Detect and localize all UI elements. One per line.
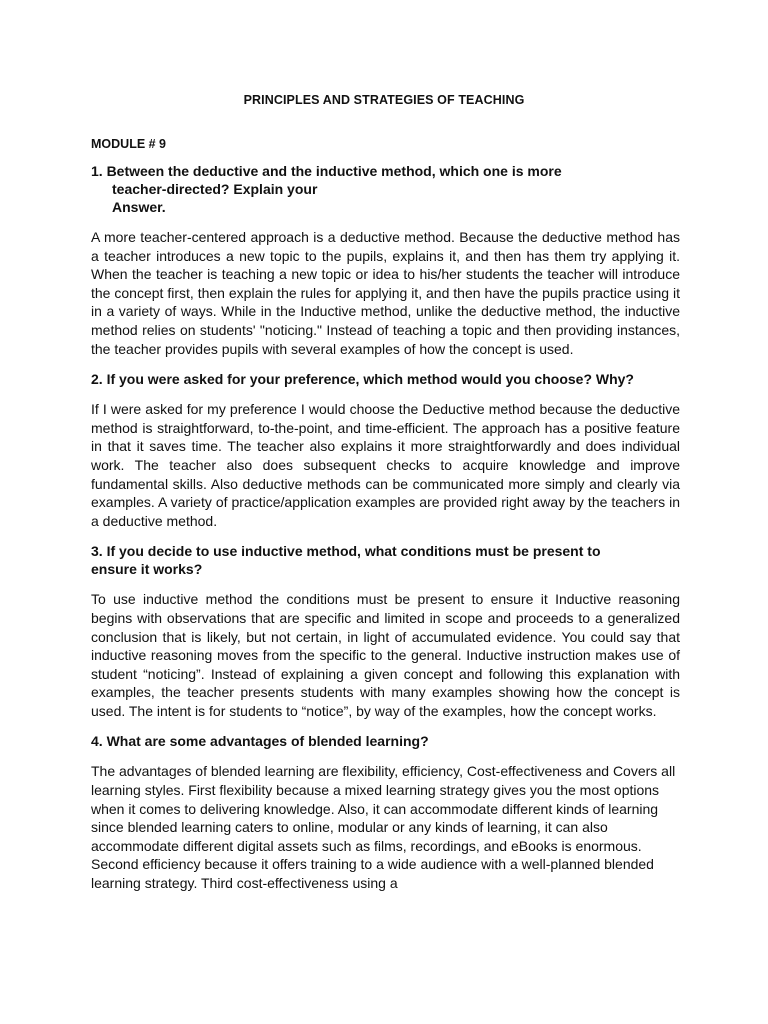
module-label: MODULE # 9 (91, 137, 167, 151)
answer-2: If I were asked for my preference I would choose the Deductive method because the deductive method is straightforward, to-the-point, and time-efficient. The approach has a positive feature in that it saves time. The teacher also explains it more straightforwardly and does individual work. The teacher also does subsequent checks to acquire knowledge and improve fundamental skills. Also deductive methods can be communicated more simply and clearly via examples. A variety of practice/application examples are provided right away by the teachers in a deductive method. (91, 401, 680, 529)
answer-1: A more teacher-centered approach is a deductive method. Because the deductive method has a teacher introduces a new topic to the pupils, explains it, and then has them try applying it. When the teacher is teaching a new topic or idea to his/her students the teacher will introduce the concept first, then explain the rules for applying it, and then have the pupils practice using it in a variety of ways. While in the Inductive method, unlike the deductive method, the inductive method relies on students' "noticing." Instead of teaching a topic and then providing instances, the teacher provides pupils with several examples of how the concept is used. (91, 229, 680, 357)
question-2 (91, 370, 680, 388)
question-3-line-2: ensure it works? (91, 561, 203, 578)
question-1-line-1: 1. Between the deductive and the inductive method, which one is more (91, 163, 562, 179)
question-1 (91, 162, 680, 216)
question-4-line-1: 4. What are some advantages of blended learning? (91, 733, 429, 750)
document-body (91, 162, 680, 903)
answer-3: To use inductive method the conditions must be present to ensure it Inductive reasoning begins with observations that are specific and limited in scope and proceeds to a generalized conclusion that is likely, but not certain, in light of accumulated evidence. You could say that inductive reasoning moves from the specific to the general. Inductive instruction makes use of student “noticing”. Instead of explaining a given concept and following this explanation with examples, the teacher presents students with many examples showing how the concept is used. The intent is for students to “notice”, by way of the examples, how the concept works. (91, 591, 680, 719)
question-3-line-1: 3. If you decide to use inductive method, what conditions must be present to (91, 543, 601, 560)
answer-4: The advantages of blended learning are flexibility, efficiency, Cost-effectiveness and Covers all learning styles. First flexibility because a mixed learning strategy gives you the most options when it comes to delivering knowledge. Also, it can accommodate different kinds of learning since blended learning caters to online, modular or any kinds of learning, it can also accommodate different digital assets such as films, recordings, and eBooks is enormous. Second efficiency because it offers training to a wide audience with a well-planned blended learning strategy. Third cost-effectiveness using a (91, 763, 676, 892)
question-3 (91, 542, 680, 578)
document-title: PRINCIPLES AND STRATEGIES OF TEACHING (243, 93, 525, 107)
question-1-line-2: teacher-directed? Explain your (112, 181, 318, 197)
question-1-line-3: Answer. (112, 199, 166, 215)
question-2-line-1: 2. If you were asked for your preference, which method would you choose? Why? (91, 371, 634, 388)
question-4 (91, 732, 680, 750)
